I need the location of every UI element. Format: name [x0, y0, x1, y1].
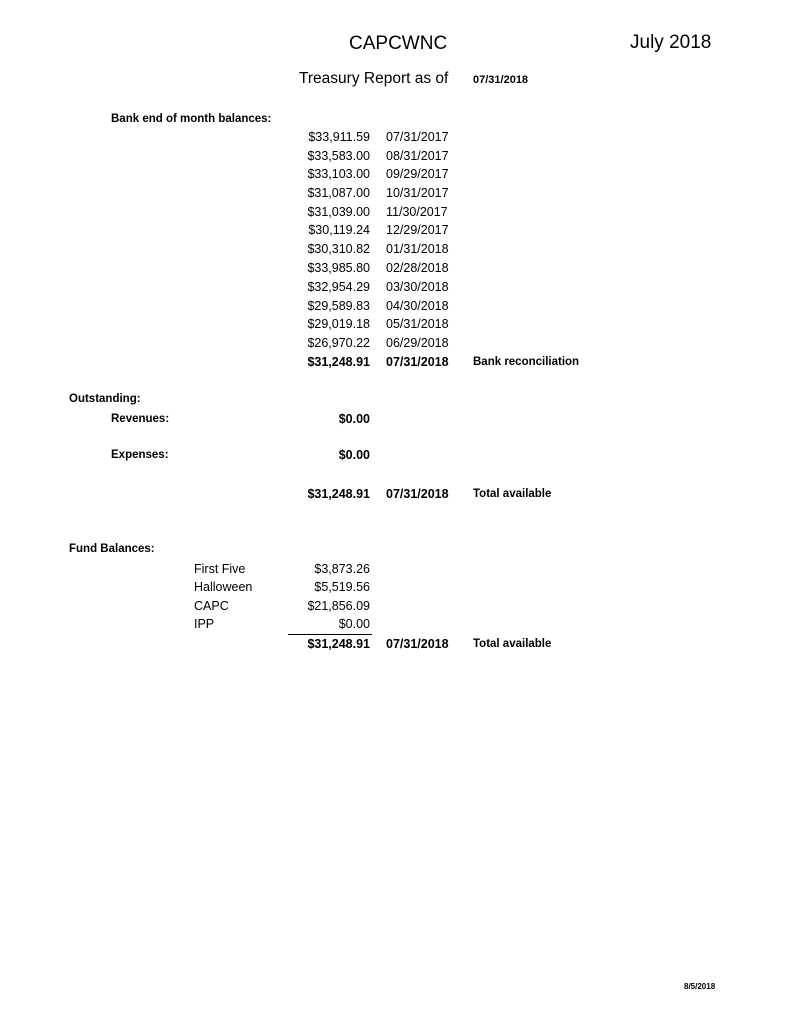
bank-date: 11/30/2017	[386, 205, 448, 219]
footer-date: 8/5/2018	[684, 982, 716, 991]
fund-total-amount: $31,248.91	[307, 637, 370, 651]
report-month: July 2018	[630, 32, 712, 53]
bank-amount: $33,103.00	[307, 167, 370, 181]
fund-amount: $5,519.56	[314, 580, 370, 594]
fund-amount: $21,856.09	[307, 599, 370, 613]
bank-date: 02/28/2018	[386, 261, 449, 275]
bank-amount: $30,119.24	[308, 223, 370, 237]
revenues-amount: $0.00	[338, 412, 370, 426]
fund-name: Halloween	[194, 580, 253, 594]
bank-date: 06/29/2018	[386, 336, 449, 350]
bank-date: 10/31/2017	[386, 186, 449, 200]
bank-reconciliation-note: Bank reconciliation	[473, 356, 580, 368]
outstanding-label: Outstanding:	[69, 393, 141, 405]
fund-balances-label: Fund Balances:	[69, 543, 155, 555]
bank-final-amount: $31,248.91	[307, 355, 370, 369]
bank-amount: $30,310.82	[307, 242, 370, 256]
bank-amount: $29,589.83	[307, 299, 370, 313]
outstanding-total-date: 07/31/2018	[386, 487, 449, 501]
bank-amount: $32,954.29	[307, 280, 370, 294]
revenues-label: Revenues:	[111, 413, 170, 425]
outstanding-total-amount: $31,248.91	[307, 487, 370, 501]
total-underline	[288, 634, 372, 635]
fund-name: First Five	[194, 562, 246, 576]
bank-date: 05/31/2018	[386, 317, 449, 331]
expenses-amount: $0.00	[338, 448, 370, 462]
bank-date: 03/30/2018	[386, 280, 449, 294]
report-date: 07/31/2018	[473, 74, 529, 86]
bank-amount: $31,087.00	[307, 186, 370, 200]
organization-title: CAPCWNC	[349, 33, 448, 54]
fund-name: IPP	[194, 617, 215, 631]
bank-date: 01/31/2018	[386, 242, 449, 256]
bank-balances-label: Bank end of month balances:	[111, 113, 272, 125]
outstanding-total-note: Total available	[473, 488, 552, 500]
bank-final-date: 07/31/2018	[386, 355, 449, 369]
fund-total-date: 07/31/2018	[386, 637, 449, 651]
fund-amount: $3,873.26	[314, 562, 370, 576]
fund-amount: $0.00	[338, 617, 370, 631]
fund-name: CAPC	[194, 599, 229, 613]
bank-amount: $29,019.18	[307, 317, 370, 331]
bank-amount: $33,911.59	[308, 130, 370, 144]
fund-total-note: Total available	[473, 638, 552, 650]
bank-date: 09/29/2017	[386, 167, 449, 181]
expenses-label: Expenses:	[111, 449, 169, 461]
bank-amount: $33,985.80	[307, 261, 370, 275]
report-title: Treasury Report as of	[299, 70, 449, 87]
bank-amount: $31,039.00	[307, 205, 370, 219]
bank-amount: $26,970.22	[307, 336, 370, 350]
bank-date: 12/29/2017	[386, 223, 449, 237]
bank-date: 04/30/2018	[386, 299, 449, 313]
bank-date: 07/31/2017	[386, 130, 449, 144]
bank-amount: $33,583.00	[307, 149, 370, 163]
bank-date: 08/31/2017	[386, 149, 449, 163]
